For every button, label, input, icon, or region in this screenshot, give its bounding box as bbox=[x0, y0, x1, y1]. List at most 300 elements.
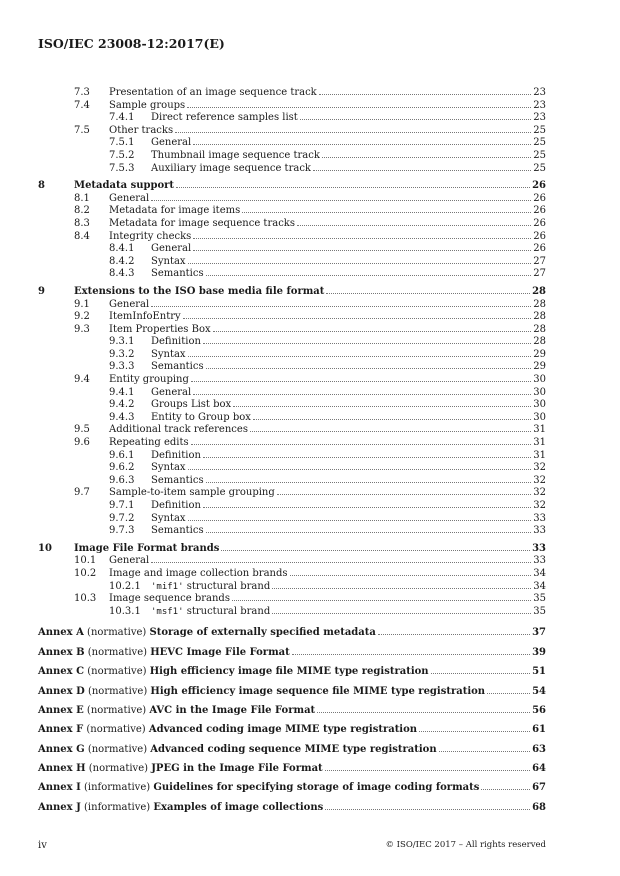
annex-entry[interactable] bbox=[38, 798, 546, 817]
toc-entry-page: 30 bbox=[533, 411, 546, 423]
toc-entry[interactable] bbox=[38, 125, 546, 138]
toc-entry[interactable] bbox=[38, 243, 546, 256]
dot-leader bbox=[191, 381, 531, 382]
toc-entry-page: 32 bbox=[533, 487, 546, 499]
dot-leader bbox=[297, 225, 531, 226]
dot-leader bbox=[203, 343, 531, 344]
toc-entry-number: 8.4 bbox=[74, 230, 90, 242]
annex-title bbox=[38, 720, 418, 739]
toc-entry[interactable] bbox=[38, 543, 546, 556]
annex-kind: (normative) bbox=[84, 743, 151, 755]
toc-entry[interactable] bbox=[38, 87, 546, 100]
toc-entry-title: General bbox=[109, 555, 150, 567]
toc-entry[interactable] bbox=[38, 180, 546, 193]
toc-entry-page: 34 bbox=[533, 567, 546, 579]
toc-entry-number: 9.4 bbox=[74, 374, 90, 386]
annex-entry[interactable] bbox=[38, 662, 546, 681]
toc-entry-number: 8.1 bbox=[74, 192, 90, 204]
toc-entry[interactable] bbox=[38, 205, 546, 218]
toc-entry-title: General bbox=[109, 192, 150, 204]
annex-page: 63 bbox=[532, 743, 546, 755]
annex-entry[interactable] bbox=[38, 682, 546, 701]
toc-entry-number: 10.1 bbox=[74, 555, 97, 567]
dot-leader bbox=[175, 132, 531, 133]
toc-entry[interactable] bbox=[38, 424, 546, 437]
annex-title bbox=[38, 740, 438, 759]
toc-entry-title: General bbox=[151, 386, 192, 398]
annex-label: Annex E bbox=[38, 704, 84, 716]
toc-entry-number: 7.3 bbox=[74, 87, 90, 98]
dot-leader bbox=[322, 157, 531, 158]
toc-entry-page: 29 bbox=[533, 348, 546, 360]
annex-kind: (normative) bbox=[83, 724, 149, 736]
toc-entry[interactable] bbox=[38, 349, 546, 362]
toc-entry[interactable] bbox=[38, 286, 546, 299]
toc-entry[interactable] bbox=[38, 525, 546, 538]
toc-entry-title: Sample groups bbox=[109, 99, 186, 111]
toc-entry-page: 26 bbox=[532, 180, 546, 192]
annex-title-line bbox=[38, 623, 546, 642]
toc-entry-title-line bbox=[151, 163, 546, 176]
dot-leader bbox=[193, 238, 531, 239]
dot-leader bbox=[188, 263, 532, 264]
toc-entry-number: 9.7.2 bbox=[109, 512, 135, 524]
toc-entry-number: 9.3.3 bbox=[109, 361, 135, 373]
toc-entry-title: Syntax bbox=[151, 512, 186, 524]
toc-entry[interactable] bbox=[38, 581, 546, 594]
toc-entry-title-line bbox=[151, 500, 546, 513]
toc-entry-page: 23 bbox=[533, 112, 546, 124]
toc-entry-number: 7.5.3 bbox=[109, 162, 135, 174]
annex-title-text: High efficiency image sequence file MIME type registration bbox=[150, 685, 486, 697]
annex-page: 51 bbox=[532, 666, 546, 678]
dot-leader bbox=[193, 394, 531, 395]
annex-title-text: Guidelines for specifying storage of image coding formats bbox=[153, 782, 480, 794]
toc-entry-title: Syntax bbox=[151, 462, 186, 474]
dot-leader bbox=[221, 550, 530, 551]
toc-entry-title-line bbox=[109, 87, 546, 100]
toc-entry-number: 9.4.3 bbox=[109, 411, 135, 423]
toc-entry-page: 32 bbox=[533, 500, 546, 511]
annex-title-text: Advanced coding sequence MIME type registration bbox=[150, 743, 437, 755]
annex-page: 37 bbox=[532, 627, 546, 639]
toc-entry-title-line bbox=[151, 462, 546, 475]
dot-leader bbox=[277, 494, 532, 495]
annex-title-text: HEVC Image File Format bbox=[150, 646, 290, 658]
annex-kind: (informative) bbox=[80, 801, 154, 813]
toc-entry-page: 28 bbox=[532, 285, 546, 297]
document-id-header: ISO/IEC 23008-12:2017(E) bbox=[38, 36, 225, 51]
annex-title-line bbox=[38, 662, 546, 681]
toc-entry-title: Additional track references bbox=[109, 424, 248, 436]
toc-entry-title-line bbox=[151, 606, 546, 619]
dot-leader bbox=[242, 212, 531, 213]
toc-entry-title-line bbox=[109, 311, 546, 324]
toc-entry[interactable] bbox=[38, 163, 546, 176]
dot-leader bbox=[203, 507, 531, 508]
toc-entry[interactable] bbox=[38, 100, 546, 113]
annex-title-line bbox=[38, 720, 546, 739]
toc-entry-number: 8.4.3 bbox=[109, 268, 135, 280]
toc-entry-number: 9.7.3 bbox=[109, 525, 135, 537]
toc-entry[interactable] bbox=[38, 387, 546, 400]
toc-entry-page: 32 bbox=[533, 474, 546, 486]
toc-entry-title: Syntax bbox=[151, 255, 186, 267]
annex-label: Annex A bbox=[38, 627, 84, 639]
toc-entry-page: 30 bbox=[533, 386, 546, 398]
toc-entry-page: 25 bbox=[533, 149, 546, 161]
dot-leader bbox=[250, 431, 531, 432]
toc-entry-title: Integrity checks bbox=[109, 230, 192, 242]
toc-entry-page: 31 bbox=[533, 449, 546, 461]
dot-leader bbox=[151, 562, 531, 563]
toc-entry-number: 9.3 bbox=[74, 323, 90, 335]
toc-entry-title: Groups List box bbox=[151, 399, 232, 411]
dot-leader bbox=[487, 693, 530, 694]
dot-leader bbox=[378, 634, 530, 635]
toc-entry-number: 7.4 bbox=[74, 99, 90, 111]
dot-leader bbox=[176, 187, 530, 188]
toc-entry-number: 10.3 bbox=[74, 593, 97, 605]
toc-entry-page: 25 bbox=[533, 137, 546, 149]
annex-entry[interactable] bbox=[38, 643, 546, 662]
dot-leader bbox=[232, 600, 531, 601]
dot-leader bbox=[187, 107, 531, 108]
toc-entry-title-line bbox=[109, 593, 546, 606]
toc-entry-number: 9.1 bbox=[74, 298, 90, 310]
toc-entry-number: 9.7.1 bbox=[109, 500, 135, 511]
annex-title bbox=[38, 759, 324, 778]
toc-entry-title-line bbox=[151, 399, 546, 412]
annex-entry[interactable] bbox=[38, 701, 546, 720]
toc-entry[interactable] bbox=[38, 361, 546, 374]
toc-entry-page: 28 bbox=[533, 311, 546, 323]
toc-entry[interactable] bbox=[38, 500, 546, 513]
toc-entry-title: Definition bbox=[151, 336, 201, 348]
toc-entry[interactable] bbox=[38, 593, 546, 606]
toc-entry-title: Image File Format brands bbox=[74, 542, 220, 554]
toc-entry-page: 29 bbox=[533, 361, 546, 373]
toc-entry-title-line bbox=[151, 256, 546, 269]
toc-entry[interactable] bbox=[38, 462, 546, 475]
toc-entry-number: 9.6.1 bbox=[109, 449, 135, 461]
toc-entry-title: Definition bbox=[151, 449, 201, 461]
toc-entry-title-text: structural brand bbox=[183, 605, 271, 617]
toc-entry-title: Auxiliary image sequence track bbox=[151, 162, 311, 174]
toc-entry-title-text: structural brand bbox=[183, 580, 271, 592]
toc-entry[interactable] bbox=[38, 256, 546, 269]
dot-leader bbox=[188, 356, 532, 357]
annex-kind: (informative) bbox=[80, 782, 154, 794]
annex-label: Annex I bbox=[38, 782, 81, 794]
annex-title-line bbox=[38, 701, 546, 720]
toc-entry-title-line bbox=[151, 581, 546, 594]
annex-page: 64 bbox=[532, 763, 546, 775]
annex-title bbox=[38, 643, 291, 662]
toc-entry-title: Definition bbox=[151, 500, 201, 511]
toc-entry[interactable] bbox=[38, 606, 546, 619]
toc-entry-title: Entity to Group box bbox=[151, 411, 251, 423]
dot-leader bbox=[151, 306, 531, 307]
toc-entry-number: 10.3.1 bbox=[109, 605, 141, 617]
toc-entry-title-line bbox=[109, 374, 546, 387]
toc-entry-page: 27 bbox=[533, 255, 546, 267]
toc-entry-page: 33 bbox=[532, 542, 546, 554]
toc-entry-title-line bbox=[151, 475, 546, 488]
dot-leader bbox=[253, 419, 531, 420]
dot-leader bbox=[193, 144, 531, 145]
dot-leader bbox=[272, 588, 531, 589]
toc-entry[interactable] bbox=[38, 568, 546, 581]
dot-leader bbox=[151, 200, 531, 201]
toc-entry-title: Thumbnail image sequence track bbox=[151, 149, 320, 161]
toc-entry-page: 25 bbox=[533, 162, 546, 174]
annex-title-line bbox=[38, 798, 546, 817]
dot-leader bbox=[203, 457, 531, 458]
annex-entry[interactable] bbox=[38, 778, 546, 797]
toc-entry-title bbox=[151, 581, 271, 594]
annex-page: 54 bbox=[532, 685, 546, 697]
toc-entry-title bbox=[151, 606, 271, 619]
toc-entry-title: Image and image collection brands bbox=[109, 567, 288, 579]
dot-leader bbox=[272, 613, 531, 614]
dot-leader bbox=[233, 406, 531, 407]
toc-entry-page: 28 bbox=[533, 298, 546, 310]
dot-leader bbox=[439, 751, 530, 752]
annex-title-text: High efficiency image file MIME type registration bbox=[149, 666, 429, 678]
dot-leader bbox=[313, 170, 531, 171]
toc-entry-number: 10.2 bbox=[74, 567, 97, 579]
toc-entry-page: 25 bbox=[533, 124, 546, 136]
toc-entry-title-line bbox=[151, 450, 546, 463]
toc-entry-page: 26 bbox=[533, 217, 546, 229]
dot-leader bbox=[317, 712, 530, 713]
toc-entry-page: 30 bbox=[533, 399, 546, 411]
annex-label: Annex B bbox=[38, 646, 85, 658]
annex-label: Annex D bbox=[38, 685, 85, 697]
dot-leader bbox=[206, 275, 532, 276]
toc-entry-number: 7.5.1 bbox=[109, 137, 135, 149]
toc-entry-number: 9 bbox=[38, 285, 45, 297]
toc-entry[interactable] bbox=[38, 268, 546, 281]
toc-entry-title-line bbox=[109, 555, 546, 568]
toc-entry-title-line bbox=[151, 243, 546, 256]
toc-entry-number: 9.3.2 bbox=[109, 348, 135, 360]
toc-entry-title: Semantics bbox=[151, 268, 204, 280]
toc-entry[interactable] bbox=[38, 374, 546, 387]
annex-page: 56 bbox=[532, 704, 546, 716]
toc-entry-title-line bbox=[109, 437, 546, 450]
annex-entry[interactable] bbox=[38, 759, 546, 778]
toc-entry-title: Entity grouping bbox=[109, 374, 189, 386]
toc-entry[interactable] bbox=[38, 399, 546, 412]
annex-label: Annex H bbox=[38, 763, 86, 775]
toc-entry-title-line bbox=[109, 193, 546, 206]
toc-entry-number: 10 bbox=[38, 542, 52, 554]
toc-entry-number: 8.4.1 bbox=[109, 243, 135, 255]
toc-entry-number: 9.5 bbox=[74, 424, 90, 436]
toc-entry-page: 34 bbox=[533, 580, 546, 592]
toc-entry-title: Presentation of an image sequence track bbox=[109, 87, 317, 98]
toc-entry[interactable] bbox=[38, 231, 546, 244]
toc-entry[interactable] bbox=[38, 324, 546, 337]
toc-entry-page: 31 bbox=[533, 424, 546, 436]
toc-entry[interactable] bbox=[38, 218, 546, 231]
toc-entry-title-line bbox=[109, 568, 546, 581]
annex-label: Annex F bbox=[38, 724, 84, 736]
annex-kind: (normative) bbox=[83, 627, 150, 639]
annex-entry[interactable] bbox=[38, 740, 546, 759]
toc-entry[interactable] bbox=[38, 412, 546, 425]
dot-leader bbox=[300, 119, 531, 120]
toc-entry-number: 7.5 bbox=[74, 124, 90, 136]
dot-leader bbox=[191, 444, 532, 445]
toc-entry-number: 9.4.2 bbox=[109, 399, 135, 411]
toc-entry[interactable] bbox=[38, 336, 546, 349]
toc-entry-number: 9.6.3 bbox=[109, 474, 135, 486]
toc-entry-title-line bbox=[151, 150, 546, 163]
toc-entry-page: 23 bbox=[533, 87, 546, 98]
annex-page: 67 bbox=[532, 782, 546, 794]
toc-entry-title-line bbox=[151, 112, 546, 125]
toc-entry-title: ItemInfoEntry bbox=[109, 311, 181, 323]
page-number: iv bbox=[38, 840, 47, 851]
toc-entry-title: Semantics bbox=[151, 361, 204, 373]
dot-leader bbox=[431, 673, 531, 674]
toc-entry-page: 26 bbox=[533, 243, 546, 255]
toc-entry-number: 9.4.1 bbox=[109, 386, 135, 398]
toc-entry-title-line bbox=[109, 100, 546, 113]
annex-title-text: AVC in the Image File Format bbox=[149, 704, 316, 716]
annex-title-line bbox=[38, 740, 546, 759]
toc-entry-title: Semantics bbox=[151, 525, 204, 537]
toc-entry[interactable] bbox=[38, 137, 546, 150]
toc-entry-title-line bbox=[151, 412, 546, 425]
dot-leader bbox=[188, 469, 532, 470]
toc-entry-page: 32 bbox=[533, 462, 546, 474]
dot-leader bbox=[206, 532, 532, 533]
toc-entry[interactable] bbox=[38, 150, 546, 163]
annex-label: Annex J bbox=[38, 801, 81, 813]
table-of-contents bbox=[38, 87, 546, 817]
annex-title bbox=[38, 623, 377, 642]
annex-page: 39 bbox=[532, 646, 546, 658]
toc-entry-page: 33 bbox=[533, 512, 546, 524]
annex-title bbox=[38, 662, 430, 681]
toc-entry[interactable] bbox=[38, 193, 546, 206]
toc-entry-title: Repeating edits bbox=[109, 437, 189, 449]
annex-title bbox=[38, 682, 486, 701]
toc-entry-number: 8 bbox=[38, 180, 45, 192]
toc-entry-title: Image sequence brands bbox=[109, 593, 230, 605]
toc-entry[interactable] bbox=[38, 450, 546, 463]
annex-kind: (normative) bbox=[84, 685, 151, 697]
toc-entry-title-line bbox=[109, 299, 546, 312]
annex-kind: (normative) bbox=[84, 666, 150, 678]
toc-entry-page: 27 bbox=[533, 268, 546, 280]
annex-entry[interactable] bbox=[38, 720, 546, 739]
annex-title-text: JPEG in the Image File Format bbox=[151, 763, 323, 775]
toc-entry-page: 28 bbox=[533, 336, 546, 348]
toc-entry-title-line bbox=[109, 125, 546, 138]
annex-kind: (normative) bbox=[84, 646, 151, 658]
toc-entry-number: 9.3.1 bbox=[109, 336, 135, 348]
toc-entry-title: General bbox=[109, 298, 150, 310]
toc-entry-page: 23 bbox=[533, 99, 546, 111]
annex-title bbox=[38, 798, 324, 817]
toc-entry-title: Metadata for image sequence tracks bbox=[109, 217, 295, 229]
annex-entry[interactable] bbox=[38, 623, 546, 642]
annex-kind: (normative) bbox=[83, 704, 150, 716]
annex-title-text: Storage of externally specified metadata bbox=[149, 627, 376, 639]
toc-entry-title-line bbox=[74, 180, 546, 193]
annex-title bbox=[38, 701, 316, 720]
toc-entry-page: 26 bbox=[533, 205, 546, 217]
toc-entry-page: 26 bbox=[533, 192, 546, 204]
annex-title-text: Examples of image collections bbox=[153, 801, 324, 813]
toc-entry-title: Direct reference samples list bbox=[151, 112, 298, 124]
toc-entry-number: 8.4.2 bbox=[109, 255, 135, 267]
toc-entry-title-line bbox=[151, 525, 546, 538]
toc-entry[interactable] bbox=[38, 475, 546, 488]
toc-entry-title-line bbox=[74, 543, 546, 556]
toc-entry-page: 26 bbox=[533, 230, 546, 242]
toc-entry[interactable] bbox=[38, 311, 546, 324]
toc-entry[interactable] bbox=[38, 437, 546, 450]
dot-leader bbox=[193, 250, 531, 251]
toc-entry-title-line bbox=[74, 286, 546, 299]
brand-code: 'mif1' bbox=[151, 581, 184, 592]
toc-entry-page: 35 bbox=[533, 605, 546, 617]
toc-entry-number: 8.3 bbox=[74, 217, 90, 229]
toc-entry-title: Other tracks bbox=[109, 124, 174, 136]
toc-entry-title: General bbox=[151, 137, 192, 149]
toc-entry-page: 31 bbox=[533, 437, 546, 449]
dot-leader bbox=[419, 731, 530, 732]
dot-leader bbox=[213, 331, 532, 332]
dot-leader bbox=[481, 789, 530, 790]
toc-entry-title: Extensions to the ISO base media file format bbox=[74, 285, 325, 297]
toc-entry[interactable] bbox=[38, 299, 546, 312]
toc-entry-title-line bbox=[151, 268, 546, 281]
annex-title-line bbox=[38, 778, 546, 797]
toc-entry-number: 8.2 bbox=[74, 205, 90, 217]
toc-entry-title: Item Properties Box bbox=[109, 323, 211, 335]
toc-entry-page: 35 bbox=[533, 593, 546, 605]
toc-entry[interactable] bbox=[38, 112, 546, 125]
dot-leader bbox=[188, 520, 532, 521]
toc-entry-page: 30 bbox=[533, 374, 546, 386]
toc-entry-title: Sample-to-item sample grouping bbox=[109, 487, 275, 499]
dot-leader bbox=[290, 575, 532, 576]
toc-entry-number: 9.6 bbox=[74, 437, 90, 449]
toc-entry[interactable] bbox=[38, 555, 546, 568]
toc-entry-number: 9.2 bbox=[74, 311, 90, 323]
copyright-notice: © ISO/IEC 2017 – All rights reserved bbox=[385, 840, 546, 850]
dot-leader bbox=[326, 293, 530, 294]
dot-leader bbox=[183, 318, 532, 319]
dot-leader bbox=[206, 368, 532, 369]
toc-entry-title: General bbox=[151, 243, 192, 255]
toc-entry-title-line bbox=[151, 336, 546, 349]
dot-leader bbox=[206, 482, 532, 483]
toc-entry[interactable] bbox=[38, 487, 546, 500]
toc-entry-number: 10.2.1 bbox=[109, 580, 141, 592]
dot-leader bbox=[325, 809, 530, 810]
dot-leader bbox=[319, 94, 532, 95]
toc-entry[interactable] bbox=[38, 513, 546, 526]
toc-entry-title: Semantics bbox=[151, 474, 204, 486]
